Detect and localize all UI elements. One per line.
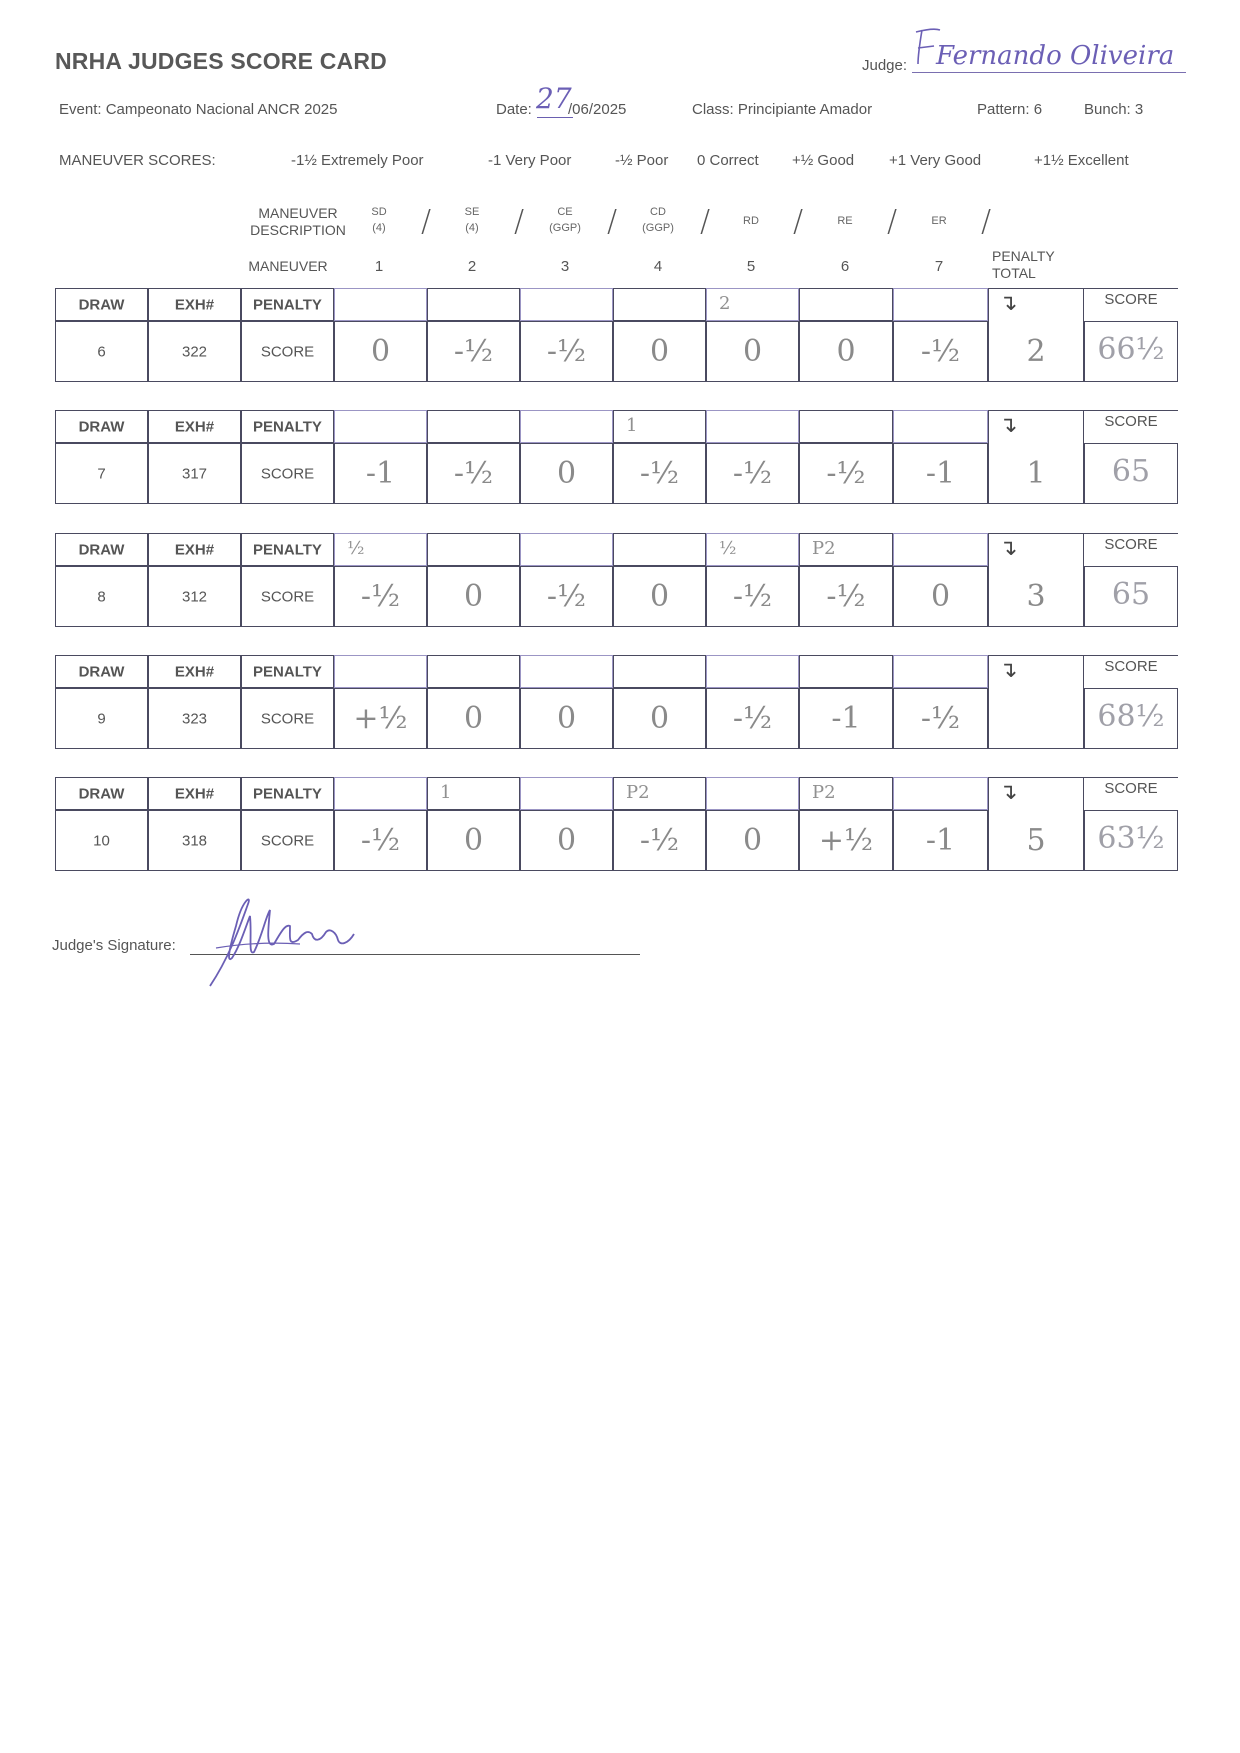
score-row-label: SCORE [260, 465, 315, 482]
maneuver-score: -½ [732, 456, 773, 491]
score-row-label-cell [241, 321, 334, 382]
score-cell-maneuver-1[interactable] [334, 688, 427, 749]
penalty-cell-maneuver-1[interactable] [334, 288, 427, 321]
score-row-label-cell [241, 566, 334, 627]
exh-value: 318 [181, 832, 208, 849]
maneuver-score: 0 [463, 579, 484, 614]
score-cell-maneuver-3[interactable] [520, 443, 613, 504]
total-score-cell[interactable] [1084, 443, 1178, 504]
draw-value: 10 [93, 832, 110, 849]
legend-poor: -½ Poor [615, 152, 669, 169]
score-row-label: SCORE [260, 588, 315, 605]
draw-value: 9 [97, 710, 106, 727]
maneuver-score: 0 [742, 334, 763, 369]
penalty-cell-maneuver-1[interactable] [334, 777, 427, 810]
judge-name-text: Fernando Oliveira [936, 41, 1175, 71]
score-cell-maneuver-2[interactable] [427, 688, 520, 749]
exh-header: EXH# [174, 418, 215, 435]
maneuver-score: 0 [930, 579, 951, 614]
maneuver-sub-4: (GGP) [642, 222, 674, 234]
score-row-label-cell [241, 443, 334, 504]
penalty-cell-maneuver-5[interactable] [706, 655, 799, 688]
separator-slash: / [607, 204, 618, 239]
exh-header-cell [148, 410, 241, 443]
score-header-border [1084, 410, 1178, 411]
maneuver-score: -1 [925, 456, 956, 491]
legend-very-good: +1 Very Good [889, 152, 982, 169]
maneuver-score: -½ [546, 579, 587, 614]
maneuver-number-7: 7 [934, 258, 944, 275]
penalty-header: PENALTY [253, 418, 322, 435]
pattern-info: Pattern: 6 [977, 101, 1043, 118]
penalty-mark: ½ [347, 538, 365, 559]
penalty-total-cell[interactable] [988, 288, 1084, 382]
legend-very-poor: -1 Very Poor [488, 152, 572, 169]
penalty-total-cell[interactable] [988, 533, 1084, 627]
total-score-value: 66½ [1097, 332, 1165, 367]
score-cell-maneuver-6[interactable] [799, 443, 893, 504]
separator-slash: / [793, 204, 804, 239]
penalty-cell-maneuver-2[interactable] [427, 410, 520, 443]
score-cell-maneuver-3[interactable] [520, 688, 613, 749]
score-row-label: SCORE [260, 710, 315, 727]
exh-value: 322 [181, 343, 208, 360]
class-info: Class: Principiante Amador [692, 101, 873, 118]
draw-header-cell [55, 655, 148, 688]
penalty-cell-maneuver-7[interactable] [893, 410, 988, 443]
penalty-total-cell[interactable] [988, 655, 1084, 749]
exh-header-cell [148, 777, 241, 810]
date-day: 27 [536, 82, 572, 115]
maneuver-score: 0 [836, 334, 856, 369]
penalty-header: PENALTY [253, 663, 322, 680]
draw-value: 6 [97, 343, 106, 360]
judge-underline [912, 72, 1186, 73]
penalty-cell-maneuver-5[interactable] [706, 410, 799, 443]
maneuver-score: -1 [831, 701, 861, 736]
exh-header: EXH# [174, 785, 215, 802]
maneuver-score: -1 [365, 456, 396, 491]
score-column-header: SCORE [1104, 780, 1158, 797]
maneuver-code-3: CE [557, 206, 573, 218]
legend-excellent: +1½ Excellent [1034, 152, 1129, 169]
score-cell-maneuver-5[interactable] [706, 810, 799, 871]
separator-slash: / [981, 204, 992, 239]
score-card-entry [55, 777, 1189, 871]
score-cell-maneuver-4[interactable] [613, 443, 706, 504]
score-header-border [1084, 655, 1178, 656]
exh-value: 323 [181, 710, 208, 727]
score-cell-maneuver-4[interactable] [613, 810, 706, 871]
score-header-border [1084, 777, 1178, 778]
penalty-cell-maneuver-5[interactable] [706, 777, 799, 810]
card-title: NRHA JUDGES SCORE CARD [55, 48, 387, 74]
draw-header: DRAW [78, 663, 125, 680]
draw-value: 8 [97, 588, 106, 605]
score-cell-maneuver-3[interactable] [520, 810, 613, 871]
score-cell-maneuver-4[interactable] [613, 321, 706, 382]
down-right-arrow-icon: ↴ [999, 413, 1018, 438]
draw-cell [55, 321, 148, 382]
penalty-cell-maneuver-7[interactable] [893, 777, 988, 810]
penalty-header-cell [241, 777, 334, 810]
score-cell-maneuver-4[interactable] [613, 688, 706, 749]
maneuver-score: 0 [556, 701, 577, 736]
penalty-header-cell [241, 410, 334, 443]
penalty-cell-maneuver-4[interactable] [613, 655, 706, 688]
penalty-cell-maneuver-4[interactable] [613, 533, 706, 566]
score-column-header: SCORE [1104, 658, 1158, 675]
score-header-border [1084, 288, 1178, 289]
penalty-header: PENALTY [253, 541, 322, 558]
maneuver-score: 0 [742, 823, 763, 858]
exh-header-cell [148, 533, 241, 566]
draw-header-cell [55, 410, 148, 443]
maneuver-score: 0 [463, 701, 484, 736]
penalty-total-value: 5 [1026, 823, 1046, 858]
down-right-arrow-icon: ↴ [999, 536, 1018, 561]
maneuver-score: -½ [920, 701, 961, 736]
draw-header: DRAW [78, 541, 125, 558]
draw-cell [55, 688, 148, 749]
penalty-cell-maneuver-7[interactable] [893, 655, 988, 688]
total-score-cell[interactable] [1084, 321, 1178, 382]
score-column-header: SCORE [1104, 536, 1158, 553]
penalty-total-cell[interactable] [988, 410, 1084, 504]
maneuver-score: -½ [920, 334, 961, 369]
penalty-header: PENALTY [253, 296, 322, 313]
score-row-label: SCORE [260, 343, 315, 360]
exh-value: 317 [181, 465, 208, 482]
maneuver-number-3: 3 [560, 258, 570, 275]
bunch-info: Bunch: 3 [1084, 101, 1144, 118]
total-score-value: 63½ [1097, 821, 1165, 856]
penalty-header: PENALTY [253, 785, 322, 802]
total-score-cell[interactable] [1084, 688, 1178, 749]
date-label: Date: [496, 101, 532, 118]
penalty-cell-maneuver-1[interactable] [334, 410, 427, 443]
score-card-entry [55, 655, 1189, 749]
event-info: Event: Campeonato Nacional ANCR 2025 [59, 101, 338, 118]
penalty-cell-maneuver-6[interactable] [799, 777, 893, 810]
score-cell-maneuver-1[interactable] [334, 566, 427, 627]
penalty-cell-maneuver-6[interactable] [799, 410, 893, 443]
score-cell-maneuver-2[interactable] [427, 566, 520, 627]
exh-value: 312 [181, 588, 208, 605]
total-score-value: 65 [1111, 577, 1151, 612]
judge-signature [190, 886, 394, 1087]
penalty-mark: P2 [812, 782, 836, 803]
penalty-cell-maneuver-5[interactable] [706, 533, 799, 566]
maneuver-code-5: RD [743, 215, 759, 227]
draw-header: DRAW [78, 296, 125, 313]
penalty-cell-maneuver-7[interactable] [893, 288, 988, 321]
date-rest: /06/2025 [568, 101, 627, 118]
penalty-mark: 1 [626, 415, 638, 436]
legend-extremely-poor: -1½ Extremely Poor [291, 152, 424, 169]
penalty-cell-maneuver-4[interactable] [613, 777, 706, 810]
maneuver-score: -½ [826, 456, 866, 491]
maneuver-score: -½ [360, 823, 401, 858]
draw-value: 7 [97, 465, 106, 482]
maneuver-score: +½ [818, 823, 874, 858]
penalty-header-cell [241, 533, 334, 566]
penalty-header-cell [241, 288, 334, 321]
maneuver-number-2: 2 [467, 258, 477, 275]
penalty-cell-maneuver-1[interactable] [334, 533, 427, 566]
penalty-total-label: PENALTY TOTAL [992, 248, 1055, 281]
exh-header-cell [148, 288, 241, 321]
maneuver-score: -½ [826, 579, 866, 614]
maneuver-score: -½ [546, 334, 587, 369]
maneuver-score: 0 [463, 823, 484, 858]
maneuver-score: -½ [732, 579, 773, 614]
maneuver-number-5: 5 [746, 258, 756, 275]
exh-cell [148, 321, 241, 382]
maneuver-score: +½ [353, 701, 408, 736]
maneuver-score: -½ [639, 823, 680, 858]
maneuver-code-2: SE [464, 206, 480, 218]
exh-cell [148, 443, 241, 504]
separator-slash: / [514, 204, 525, 239]
penalty-header-cell [241, 655, 334, 688]
penalty-cell-maneuver-2[interactable] [427, 288, 520, 321]
exh-cell [148, 688, 241, 749]
score-cell-maneuver-6[interactable] [799, 321, 893, 382]
judge-name-handwriting [910, 18, 1190, 74]
maneuver-description-label: MANEUVER DESCRIPTION [250, 205, 346, 238]
penalty-total-value: 1 [1026, 456, 1046, 491]
score-cell-maneuver-7[interactable] [893, 688, 988, 749]
maneuver-code-7: ER [931, 215, 947, 227]
score-cell-maneuver-7[interactable] [893, 321, 988, 382]
score-cell-maneuver-3[interactable] [520, 566, 613, 627]
score-cell-maneuver-5[interactable] [706, 688, 799, 749]
draw-cell [55, 810, 148, 871]
score-cell-maneuver-3[interactable] [520, 321, 613, 382]
penalty-cell-maneuver-5[interactable] [706, 288, 799, 321]
penalty-total-value: 2 [1026, 334, 1046, 369]
maneuver-score: 0 [649, 334, 670, 369]
score-column-header: SCORE [1104, 291, 1158, 308]
separator-slash: / [700, 204, 711, 239]
penalty-mark: 1 [440, 782, 452, 803]
maneuver-code-1: SD [371, 206, 387, 218]
penalty-cell-maneuver-7[interactable] [893, 533, 988, 566]
maneuver-score: 0 [649, 701, 670, 736]
penalty-cell-maneuver-6[interactable] [799, 655, 893, 688]
exh-header: EXH# [174, 541, 215, 558]
penalty-total-value: 3 [1026, 579, 1046, 614]
score-cell-maneuver-5[interactable] [706, 566, 799, 627]
score-cell-maneuver-6[interactable] [799, 688, 893, 749]
draw-header: DRAW [78, 785, 125, 802]
maneuver-number-6: 6 [840, 258, 850, 275]
maneuver-score: -½ [360, 579, 401, 614]
total-score-cell[interactable] [1084, 566, 1178, 627]
signature-text: Oliveira [390, 1086, 394, 1087]
down-right-arrow-icon: ↴ [999, 658, 1018, 683]
penalty-mark: ½ [719, 538, 737, 559]
maneuver-scores-label: MANEUVER SCORES: [59, 152, 216, 169]
penalty-cell-maneuver-3[interactable] [520, 410, 613, 443]
penalty-cell-maneuver-2[interactable] [427, 655, 520, 688]
score-cell-maneuver-1[interactable] [334, 810, 427, 871]
maneuver-score: 0 [649, 579, 670, 614]
penalty-cell-maneuver-1[interactable] [334, 655, 427, 688]
penalty-cell-maneuver-2[interactable] [427, 777, 520, 810]
draw-header-cell [55, 533, 148, 566]
penalty-cell-maneuver-6[interactable] [799, 288, 893, 321]
score-cell-maneuver-1[interactable] [334, 321, 427, 382]
penalty-cell-maneuver-2[interactable] [427, 533, 520, 566]
maneuver-score: -½ [453, 334, 494, 369]
exh-cell [148, 566, 241, 627]
total-score-cell[interactable] [1084, 810, 1178, 871]
draw-header-cell [55, 777, 148, 810]
penalty-cell-maneuver-3[interactable] [520, 777, 613, 810]
maneuver-code-6: RE [837, 215, 853, 227]
penalty-cell-maneuver-4[interactable] [613, 410, 706, 443]
maneuver-number-4: 4 [653, 258, 663, 275]
maneuver-number-1: 1 [374, 258, 384, 275]
maneuver-sub-2: (4) [465, 222, 479, 234]
score-cell-maneuver-7[interactable] [893, 810, 988, 871]
maneuver-sub-3: (GGP) [549, 222, 581, 234]
maneuver-score: 0 [370, 334, 391, 369]
maneuver-score: -½ [732, 701, 773, 736]
exh-header: EXH# [174, 663, 215, 680]
down-right-arrow-icon: ↴ [999, 291, 1018, 316]
score-header-border [1084, 533, 1178, 534]
judge-label: Judge: [862, 57, 908, 74]
score-cell-maneuver-2[interactable] [427, 810, 520, 871]
penalty-mark: P2 [812, 538, 836, 559]
maneuver-score: -½ [639, 456, 680, 491]
penalty-mark: P2 [626, 782, 650, 803]
score-cell-maneuver-7[interactable] [893, 566, 988, 627]
score-cell-maneuver-1[interactable] [334, 443, 427, 504]
score-cell-maneuver-6[interactable] [799, 810, 893, 871]
score-cell-maneuver-5[interactable] [706, 321, 799, 382]
score-card-entry [55, 533, 1189, 627]
legend-good: +½ Good [792, 152, 855, 169]
penalty-total-cell[interactable] [988, 777, 1084, 871]
score-column-header: SCORE [1104, 413, 1158, 430]
penalty-cell-maneuver-4[interactable] [613, 288, 706, 321]
score-cell-maneuver-7[interactable] [893, 443, 988, 504]
penalty-cell-maneuver-3[interactable] [520, 288, 613, 321]
score-row-label: SCORE [260, 832, 315, 849]
score-cell-maneuver-5[interactable] [706, 443, 799, 504]
exh-header: EXH# [174, 296, 215, 313]
penalty-cell-maneuver-6[interactable] [799, 533, 893, 566]
maneuver-sub-1: (4) [372, 222, 386, 234]
maneuver-score: -1 [925, 823, 956, 858]
score-cell-maneuver-2[interactable] [427, 443, 520, 504]
penalty-cell-maneuver-3[interactable] [520, 533, 613, 566]
draw-header-cell [55, 288, 148, 321]
score-card-entry [55, 410, 1189, 504]
maneuver-code-4: CD [650, 206, 666, 218]
score-cell-maneuver-2[interactable] [427, 321, 520, 382]
score-row-label-cell [241, 688, 334, 749]
down-right-arrow-icon: ↴ [999, 780, 1018, 805]
penalty-cell-maneuver-3[interactable] [520, 655, 613, 688]
separator-slash: / [421, 204, 432, 239]
score-row-label-cell [241, 810, 334, 871]
draw-header: DRAW [78, 418, 125, 435]
maneuver-score: -½ [453, 456, 494, 491]
signature-label: Judge's Signature: [52, 937, 176, 954]
penalty-mark: 2 [719, 293, 731, 314]
legend-correct: 0 Correct [697, 152, 759, 169]
separator-slash: / [887, 204, 898, 239]
maneuver-score: 0 [556, 456, 577, 491]
total-score-value: 68½ [1097, 699, 1165, 734]
exh-header-cell [148, 655, 241, 688]
draw-cell [55, 443, 148, 504]
score-cell-maneuver-4[interactable] [613, 566, 706, 627]
maneuver-score: 0 [556, 823, 577, 858]
score-cell-maneuver-6[interactable] [799, 566, 893, 627]
score-card-entry [55, 288, 1189, 382]
exh-cell [148, 810, 241, 871]
draw-cell [55, 566, 148, 627]
total-score-value: 65 [1111, 454, 1151, 489]
maneuver-label: MANEUVER [248, 258, 328, 274]
